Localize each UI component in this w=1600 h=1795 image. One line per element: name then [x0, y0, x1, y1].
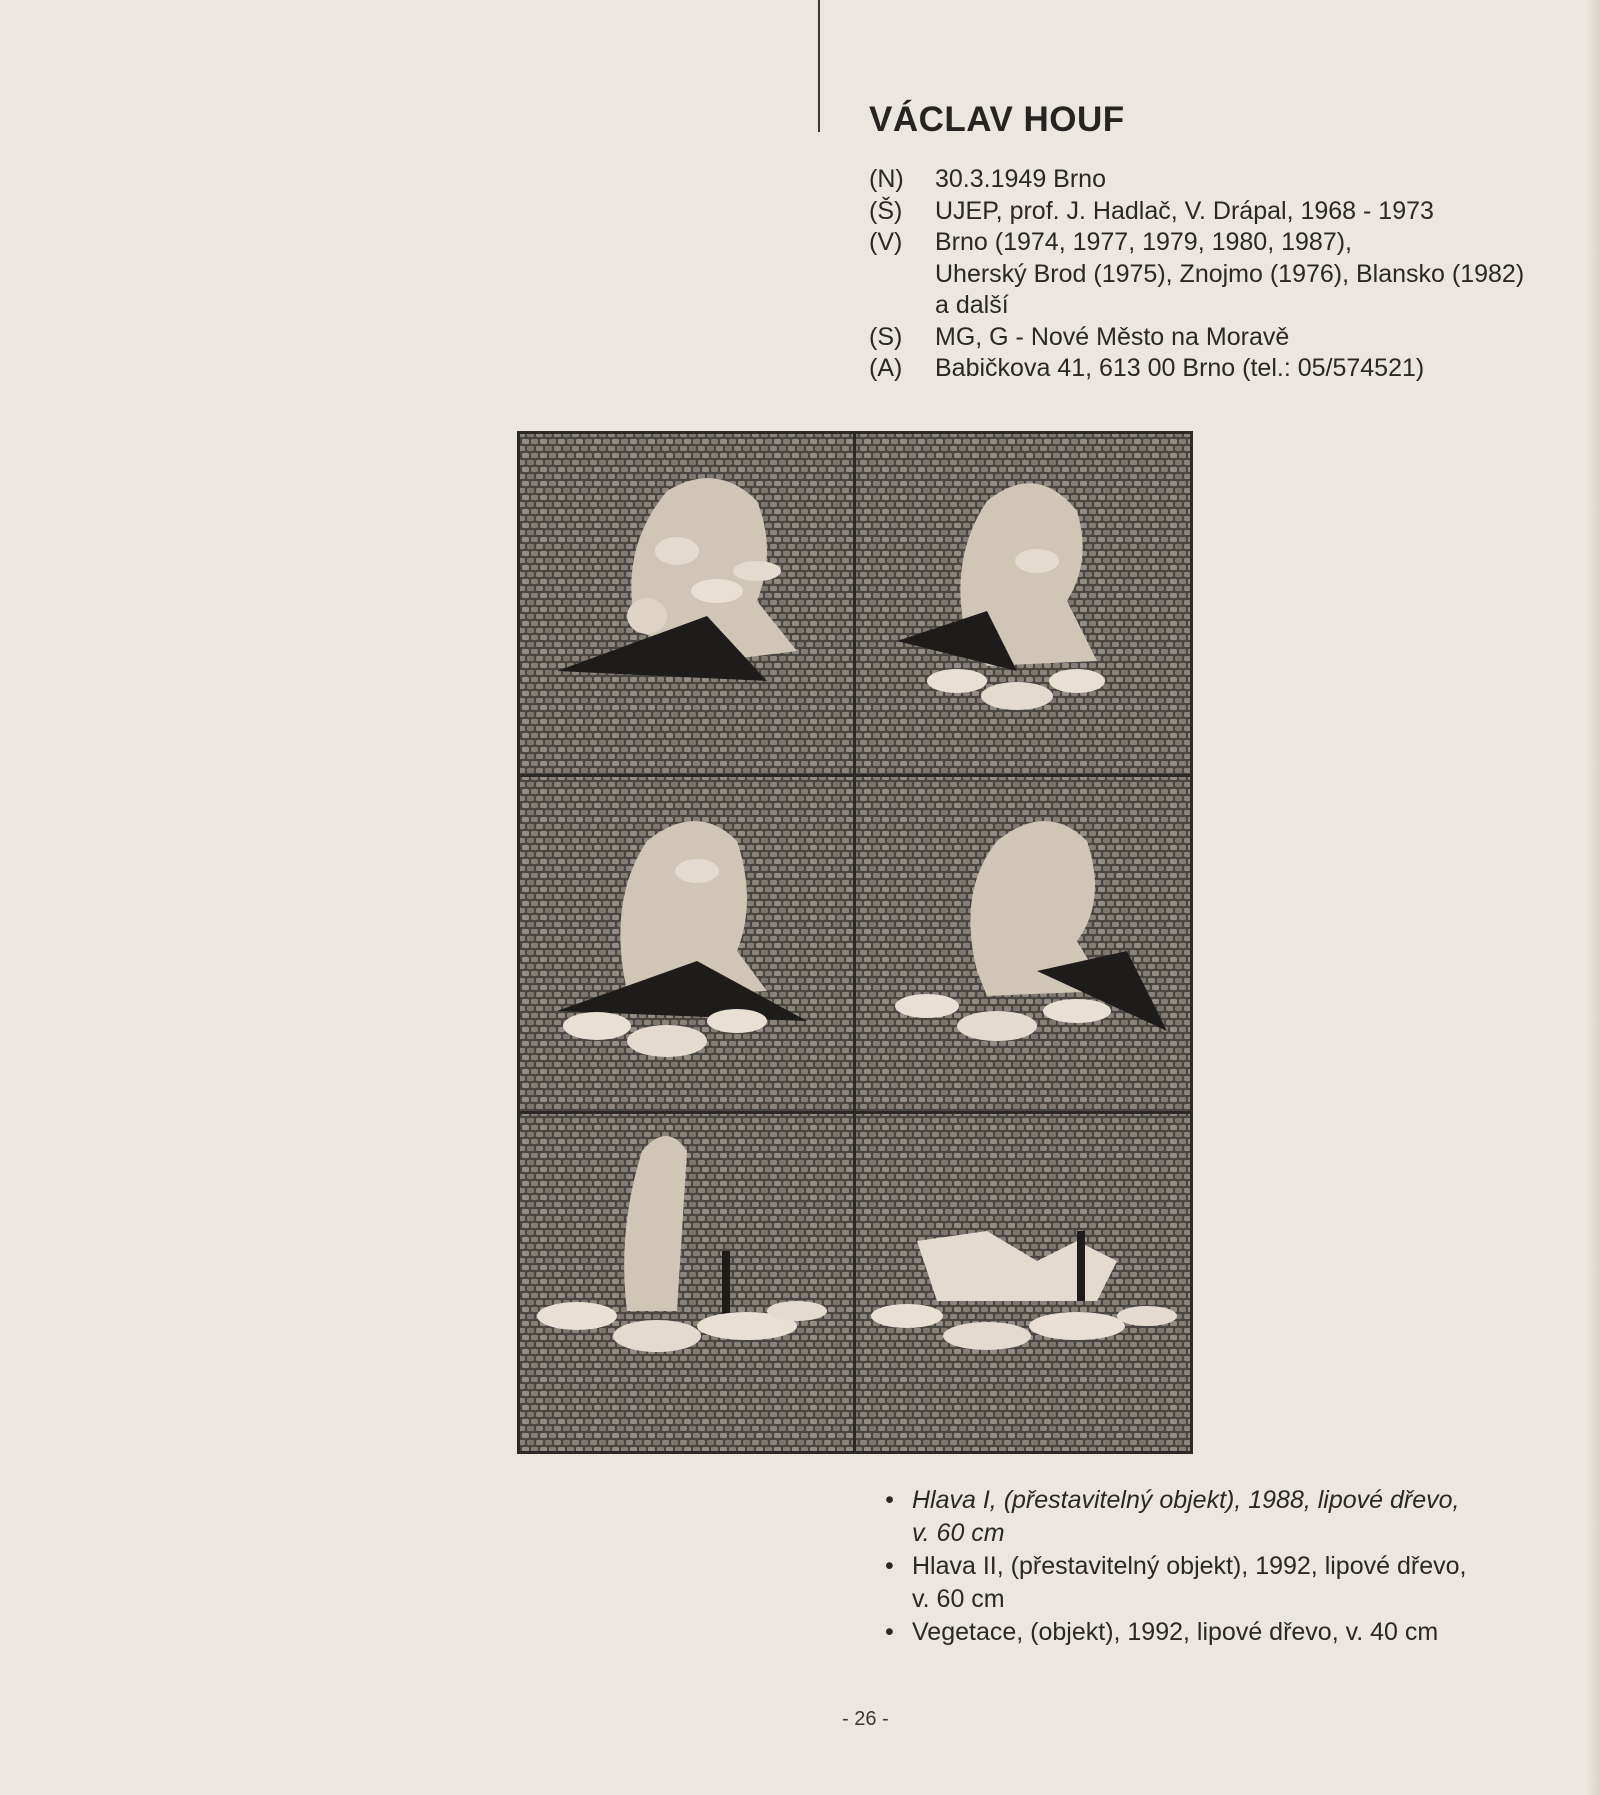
- info-value: Babičkova 41, 613 00 Brno (tel.: 05/574521): [935, 354, 1425, 382]
- info-line: a další: [935, 291, 1009, 319]
- photo-panel: [856, 434, 1190, 774]
- photo-panel: [520, 1114, 853, 1451]
- work-item: [885, 1616, 1555, 1649]
- artist-info: [869, 164, 1589, 385]
- work-line: Hlava I, (přestavitelný objekt), 1988, lipové dřevo,: [912, 1486, 1460, 1514]
- sculpture-photo-grid: [517, 431, 1193, 1454]
- work-line: Vegetace, (objekt), 1992, lipové dřevo, v. 40 cm: [912, 1618, 1439, 1646]
- info-value: [935, 227, 1589, 322]
- work-item: [885, 1550, 1555, 1616]
- info-value: UJEP, prof. J. Hadlač, V. Drápal, 1968 - 1973: [935, 196, 1434, 225]
- photo-panel: [520, 777, 853, 1111]
- info-code: (V): [869, 228, 903, 256]
- work-line: v. 60 cm: [912, 1519, 1005, 1547]
- info-row-collections: [869, 322, 1589, 354]
- artist-name: VÁCLAV HOUF: [869, 100, 1125, 139]
- photo-panel: [856, 1114, 1190, 1451]
- info-row-school: [869, 196, 1589, 228]
- info-row-born: [869, 164, 1589, 196]
- info-code: (S): [869, 322, 903, 351]
- info-value: 30.3.1949 Brno: [935, 165, 1106, 193]
- work-item: [885, 1484, 1555, 1550]
- info-row-address: [869, 353, 1589, 385]
- info-line: Uherský Brod (1975), Znojmo (1976), Blansko (1982): [935, 259, 1525, 288]
- info-row-exhibitions: [869, 227, 1589, 322]
- info-code: (Š): [869, 196, 903, 225]
- works-list: [885, 1484, 1555, 1649]
- photo-panel: [520, 434, 853, 774]
- info-code: (N): [869, 165, 904, 193]
- info-value: MG, G - Nové Město na Moravě: [935, 322, 1290, 351]
- work-line: v. 60 cm: [912, 1585, 1005, 1613]
- binding-line: [818, 0, 820, 132]
- photo-panel: [856, 777, 1190, 1111]
- info-line: Brno (1974, 1977, 1979, 1980, 1987),: [935, 228, 1352, 256]
- page-number: - 26 -: [842, 1708, 889, 1730]
- work-line: Hlava II, (přestavitelný objekt), 1992, lipové dřevo,: [912, 1552, 1467, 1580]
- info-code: (A): [869, 354, 903, 382]
